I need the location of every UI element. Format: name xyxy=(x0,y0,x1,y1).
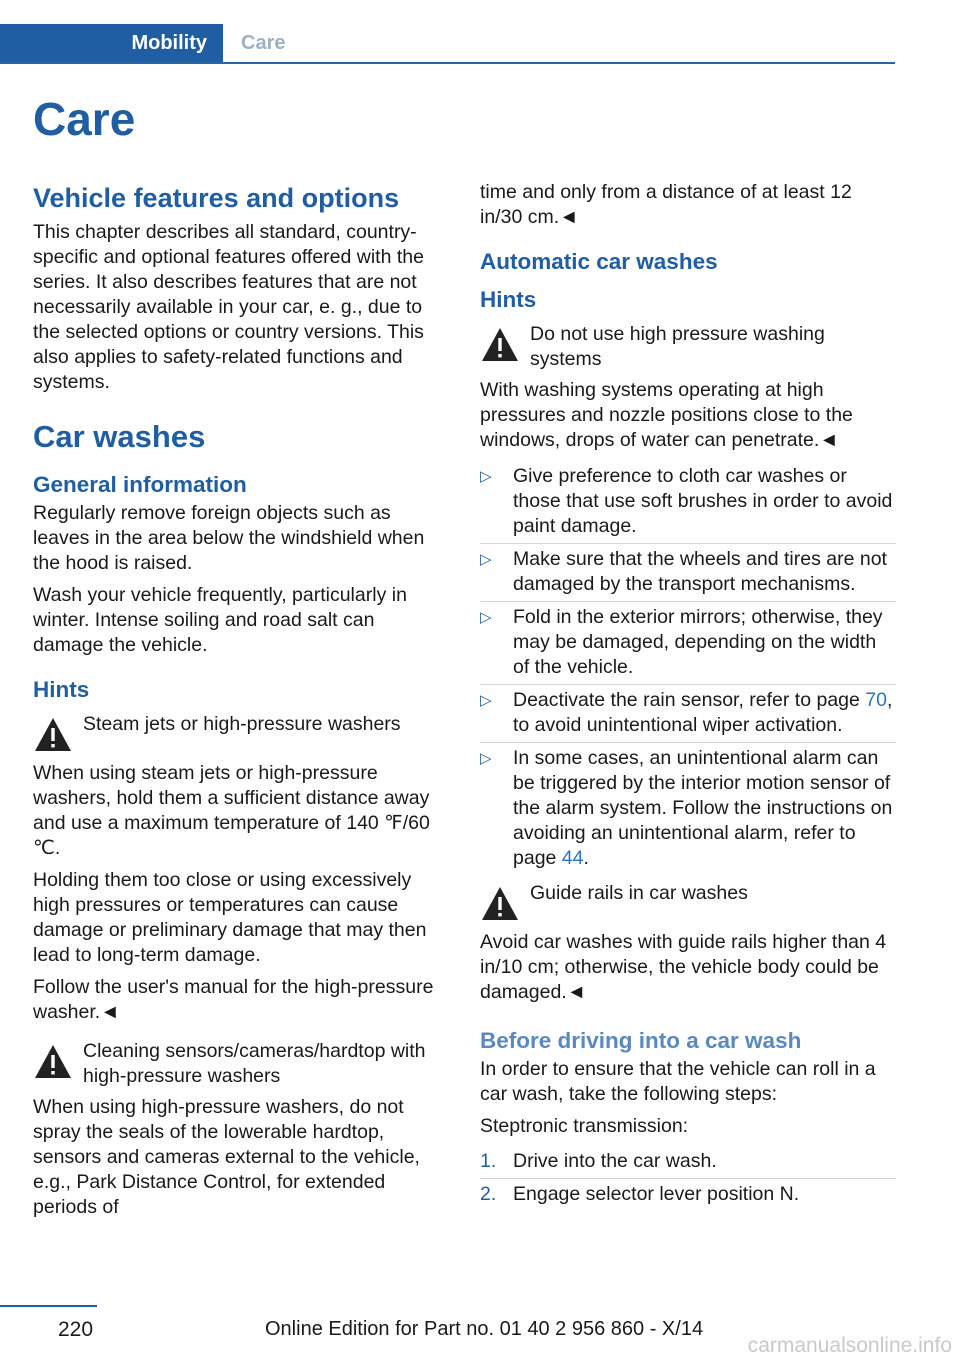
edition-note: Online Edition for Part no. 01 40 2 956 860 - X/14 xyxy=(265,1318,704,1340)
list-item: ▷ Give preference to cloth car washes or those that use soft brushes in order to avoid paint damage. xyxy=(480,461,896,544)
warning-body-1: When using steam jets or high-pressure washers, hold them a sufficient distance away and use a maximum temperature of 140 ℉/60 ℃. xyxy=(33,762,430,859)
warning-cleaning-sensors xyxy=(33,1039,445,1089)
paragraph-steptronic: Steptronic transmission: xyxy=(480,1115,689,1137)
heading-car-washes: Car washes xyxy=(33,419,206,454)
page-link-44[interactable]: 44 xyxy=(561,847,584,869)
header-bar xyxy=(0,24,895,64)
warning-guide-rails xyxy=(480,881,896,924)
list-item: ▷ In some cases, an unintentional alarm can be triggered by the interior motion sensor of the alarm system. Follow the instructions on avoiding an unintentional alarm, refer to page 44. xyxy=(480,747,893,869)
triangle-bullet-icon: ▷ xyxy=(480,468,492,485)
warning-body-high-pressure: With washing systems operating at high pressures and nozzle positions close to the windows, drops of water can penetrate.◄ xyxy=(480,379,853,451)
page-title: Care xyxy=(33,93,136,145)
list-item: ▷ Fold in the exterior mirrors; otherwise, they may be damaged, depending on the width of the vehicle. xyxy=(480,602,896,685)
triangle-bullet-icon: ▷ xyxy=(480,609,492,626)
warning-triangle-icon xyxy=(33,715,73,755)
tab-care[interactable]: Care xyxy=(241,31,286,54)
triangle-bullet-icon: ▷ xyxy=(480,692,492,709)
triangle-bullet-icon: ▷ xyxy=(480,551,492,568)
warning-triangle-icon xyxy=(480,325,520,365)
steps-list xyxy=(480,1146,896,1211)
tab-mobility[interactable]: Mobility xyxy=(0,24,223,62)
heading-vehicle-features: Vehicle features and options xyxy=(33,183,400,213)
page-link-70[interactable]: 70 xyxy=(865,689,887,711)
list-item: ▷ Make sure that the wheels and tires are not damaged by the transport mechanisms. xyxy=(480,544,896,602)
heading-general-information: General information xyxy=(33,472,247,497)
warning-body-3: Follow the user's manual for the high-pressure washer.◄ xyxy=(33,976,434,1023)
warning-body-sensors: When using high-pressure washers, do not spray the seals of the lowerable hardtop, sensors and cameras external to the vehicle, e.g., Park Distance Control, for extended periods of xyxy=(33,1096,420,1218)
warning-body-2: Holding them too close or using excessively high pressures or temperatures can cause damage or preliminary damage that may then lead to long-term damage. xyxy=(33,869,427,966)
heading-before-driving: Before driving into a car wash xyxy=(480,1028,802,1053)
warning-title: Do not use high pressure washing systems xyxy=(530,323,825,370)
bullet-list xyxy=(480,461,896,875)
warning-high-pressure xyxy=(480,322,896,372)
warning-title: Cleaning sensors/cameras/hardtop with high-pressure washers xyxy=(83,1040,426,1087)
paragraph-before: In order to ensure that the vehicle can roll in a car wash, take the following steps: xyxy=(480,1058,876,1105)
left-column xyxy=(33,180,445,1227)
warning-triangle-icon xyxy=(480,884,520,924)
warning-steam-jets xyxy=(33,712,445,755)
paragraph-features: This chapter describes all standard, country-specific and optional features offered with the series. It also describes features that are not necessarily available in your car, e. g., due to the selected options or country versions. This also applies to safety-related functions and systems. xyxy=(33,221,424,393)
watermark: carmanualsonline.info xyxy=(747,1334,952,1357)
warning-title: Guide rails in car washes xyxy=(530,882,748,904)
paragraph-continued: time and only from a distance of at least 12 in/30 cm.◄ xyxy=(480,181,852,228)
warning-title: Steam jets or high-pressure washers xyxy=(83,713,401,735)
right-column xyxy=(480,180,896,1211)
list-item: 1. Drive into the car wash. xyxy=(480,1146,896,1179)
paragraph-general-2: Wash your vehicle frequently, particularly in winter. Intense soiling and road salt can damage the vehicle. xyxy=(33,584,407,656)
page-number: 220 xyxy=(58,1318,94,1341)
list-item: ▷ Deactivate the rain sensor, refer to page 70, to avoid unintentional wiper activation. xyxy=(480,685,896,743)
heading-hints: Hints xyxy=(33,677,90,702)
heading-hints-right: Hints xyxy=(480,287,537,312)
heading-automatic-car-washes: Automatic car washes xyxy=(480,249,718,274)
paragraph-general-1: Regularly remove foreign objects such as leaves in the area below the windshield when the hood is raised. xyxy=(33,502,425,574)
warning-body-guide-rails: Avoid car washes with guide rails higher than 4 in/10 cm; otherwise, the vehicle body could be damaged.◄ xyxy=(480,931,887,1003)
list-item: 2. Engage selector lever position N. xyxy=(480,1183,800,1205)
warning-triangle-icon xyxy=(33,1042,73,1082)
footer-rule xyxy=(0,1305,97,1307)
triangle-bullet-icon: ▷ xyxy=(480,750,492,767)
